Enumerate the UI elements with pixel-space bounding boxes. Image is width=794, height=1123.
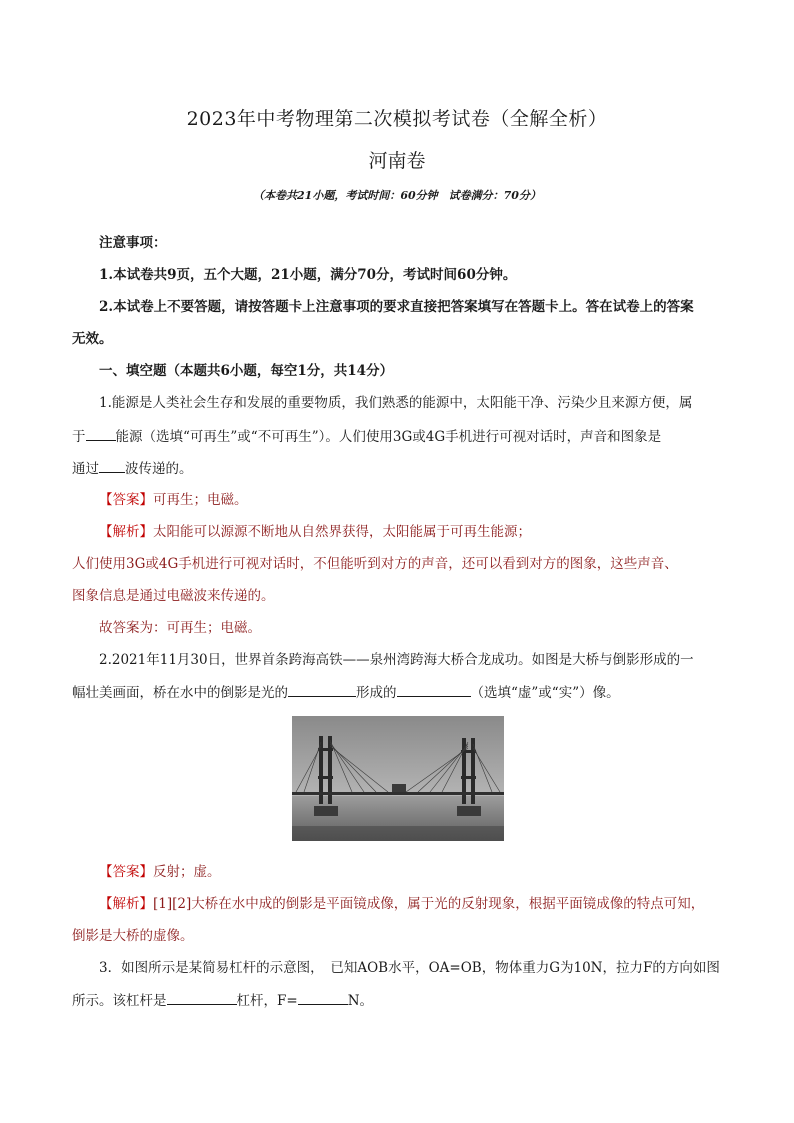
notes-item-2: 2.本试卷上不要答题，请按答题卡上注意事项的要求直接把答案填写在答题卡上。答在试卷上的答案: [99, 299, 694, 315]
analysis-text: 太阳能可以源源不断地从自然界获得，太阳能属于可再生能源；: [153, 524, 531, 540]
answer-tag: 【答案】: [99, 492, 153, 508]
answer-blank: [86, 426, 116, 441]
q1-line-3-post: 波传递的。: [125, 461, 193, 477]
q1-line-3: [72, 458, 732, 479]
q2-line-2: [72, 682, 732, 703]
notes-item-1: 1.本试卷共9页，五个大题，21小题，满分70分，考试时间60分钟。: [99, 267, 517, 283]
q1-line-2: [72, 426, 732, 447]
q2-line-1: 2.2021年11月30日，世界首条跨海高铁——泉州湾跨海大桥合龙成功。如图是大桥与倒影形成的一: [99, 652, 694, 668]
q3-line-2-mid: 杠杆，F=: [236, 993, 298, 1009]
answer-text: 可再生；电磁。: [153, 492, 248, 508]
q3-line-2-post: N。: [347, 993, 373, 1009]
q1-line-2-post: 能源（选填“可再生”或“不可再生”）。人们使用3G或4G手机进行可视对话时，声音和图象是: [115, 429, 662, 445]
q1-line-1: 1.能源是人类社会生存和发展的重要物质，我们熟悉的能源中，太阳能干净、污染少且来源方便，属: [99, 395, 693, 411]
q2-answer: [99, 862, 759, 882]
q2-analysis: [99, 894, 759, 914]
q3-line-2-pre: 所示。该杠杆是: [72, 993, 167, 1009]
answer-blank: [397, 682, 471, 697]
answer-blank: [167, 990, 237, 1005]
exam-region: 河南卷: [368, 150, 426, 172]
answer-blank: [288, 682, 356, 697]
q1-analysis-3: 图象信息是通过电磁波来传递的。: [72, 588, 275, 604]
answer-tag: 【答案】: [99, 864, 153, 880]
q1-analysis-2: 人们使用3G或4G手机进行可视对话时，不但能听到对方的声音，还可以看到对方的图象，这些声音、: [72, 556, 678, 572]
analysis-tag: 【解析】: [99, 524, 153, 540]
q1-answer: [99, 490, 759, 510]
q1-line-3-pre: 通过: [72, 461, 99, 477]
q1-analysis: [99, 522, 759, 542]
q2-line-2-post: （选填“虚”或“实”）像。: [470, 685, 620, 701]
q1-conclusion: 故答案为：可再生；电磁。: [99, 620, 261, 636]
answer-blank: [99, 458, 125, 473]
analysis-text: [1][2]大桥在水中成的倒影是平面镜成像，属于光的反射现象，根据平面镜成像的特点可知，: [153, 896, 705, 912]
q2-line-2-pre: 幅壮美画面，桥在水中的倒影是光的: [72, 685, 288, 701]
q3-line-1: 3．如图所示是某简易杠杆的示意图， 已知AOB水平，OA=OB，物体重力G为10N，拉力F的方向如图: [99, 960, 720, 976]
analysis-tag: 【解析】: [99, 896, 153, 912]
exam-title: 2023年中考物理第二次模拟考试卷（全解全析）: [186, 108, 608, 130]
notes-item-2-cont: 无效。: [72, 331, 113, 347]
answer-text: 反射；虚。: [153, 864, 221, 880]
exam-info: （本卷共21小题，考试时间：60分钟 试卷满分：70分）: [253, 189, 541, 202]
q2-analysis-2: 倒影是大桥的虚像。: [72, 928, 194, 944]
q2-line-2-mid: 形成的: [356, 685, 397, 701]
q1-line-2-pre: 于: [72, 429, 86, 445]
answer-blank: [298, 990, 348, 1005]
q3-line-2: [72, 990, 732, 1011]
bridge-photo: [292, 716, 504, 841]
notes-heading: 注意事项：: [99, 235, 167, 251]
section-heading: 一、填空题（本题共6小题，每空1分，共14分）: [99, 363, 394, 379]
